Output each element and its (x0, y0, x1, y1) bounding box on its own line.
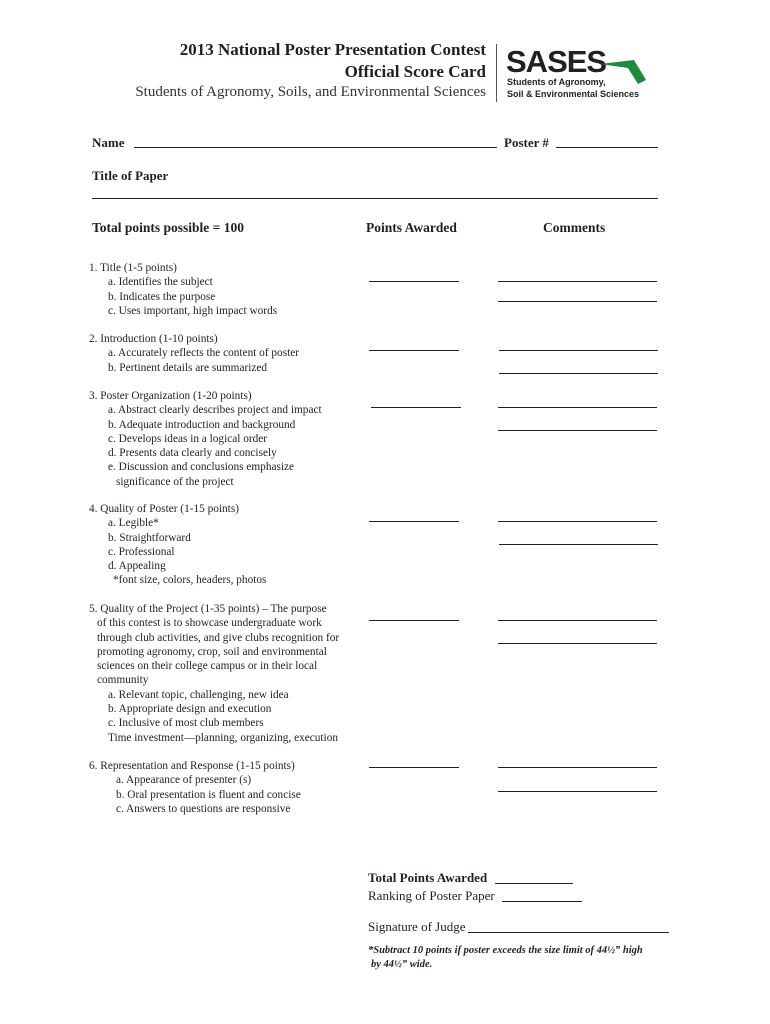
criterion-heading: 3. Poster Organization (1-20 points) (89, 390, 252, 402)
name-label: Name (92, 135, 125, 150)
criterion-item: c. Inclusive of most club members (108, 717, 264, 730)
signature-label: Signature of Judge (368, 919, 466, 934)
total-points-awarded-field[interactable] (495, 883, 573, 884)
introduction-points-field[interactable] (369, 350, 459, 351)
logo-subtext-1: Students of Agronomy, (507, 77, 606, 87)
size-limit-note-line-2: by 44½” wide. (371, 959, 433, 970)
organization-points-field[interactable] (371, 407, 461, 408)
poster-number-field[interactable] (556, 147, 658, 148)
criterion-description: community (97, 674, 149, 687)
criterion-item: d. Appealing (108, 560, 166, 573)
criterion-item: Time investment—planning, organizing, execution (108, 731, 338, 744)
criterion-description: through club activities, and give clubs recognition for (97, 631, 340, 644)
project-quality-points-field[interactable] (369, 620, 459, 621)
size-limit-note-line-1: *Subtract 10 points if poster exceeds the size limit of 44½” high (368, 945, 643, 956)
criterion-item: b. Straightforward (108, 531, 191, 544)
comments-heading: Comments (543, 220, 606, 235)
organization-comment-line-1[interactable] (498, 407, 657, 408)
criterion-introduction (89, 332, 359, 375)
logo-leaf-icon (598, 54, 648, 84)
project-quality-comment-line-1[interactable] (498, 620, 657, 621)
criterion-item: c. Develops ideas in a logical order (108, 432, 268, 445)
criterion-item: b. Oral presentation is fluent and concise (116, 788, 301, 801)
criterion-title (89, 261, 359, 318)
criterion-item: c. Uses important, high impact words (108, 304, 278, 317)
logo-wordmark: SASES (506, 44, 607, 79)
logo-subtext-2: Soil & Environmental Sciences (507, 89, 640, 99)
criterion-item: b. Indicates the purpose (108, 290, 216, 303)
introduction-comment-line-1[interactable] (499, 350, 658, 351)
criterion-item: b. Appropriate design and execution (108, 703, 272, 716)
total-points-possible: Total points possible = 100 (92, 220, 244, 235)
title-comment-line-2[interactable] (498, 301, 657, 302)
sases-logo (506, 44, 656, 104)
poster-number-label: Poster # (504, 135, 549, 150)
criterion-heading: 4. Quality of Poster (1-15 points) (89, 503, 239, 515)
criterion-item: c. Answers to questions are responsive (116, 802, 291, 815)
criterion-poster-organization (89, 389, 364, 489)
criterion-item: a. Relevant topic, challenging, new idea (108, 688, 289, 701)
ranking-label: Ranking of Poster Paper (368, 888, 495, 903)
size-limit-note (368, 944, 668, 972)
title-of-paper-label: Title of Paper (92, 168, 169, 183)
criterion-description: promoting agronomy, crop, soil and environmental (97, 645, 327, 658)
criterion-quality-of-poster (89, 502, 359, 588)
representation-comment-line-1[interactable] (498, 767, 657, 768)
criterion-item: a. Legible* (108, 517, 159, 530)
criterion-description: of this contest is to showcase undergraduate work (97, 617, 322, 630)
criterion-item: b. Adequate introduction and background (108, 418, 296, 431)
criterion-item: c. Professional (108, 545, 175, 558)
title-points-field[interactable] (369, 281, 459, 282)
criterion-item: b. Pertinent details are summarized (108, 361, 268, 374)
criterion-item: a. Abstract clearly describes project and impact (108, 404, 322, 417)
criterion-heading: 5. Quality of the Project (1-35 points) – The purpose (89, 603, 327, 615)
representation-comment-line-2[interactable] (498, 791, 657, 792)
criterion-footnote: *font size, colors, headers, photos (113, 574, 267, 587)
title-of-paper-field[interactable] (92, 198, 658, 199)
title-comment-line-1[interactable] (498, 281, 657, 282)
criterion-item: a. Identifies the subject (108, 276, 213, 289)
organization-name: Students of Agronomy, Soils, and Environmental Sciences (135, 84, 486, 100)
criterion-description: sciences on their college campus or in their local (97, 660, 318, 673)
project-quality-comment-line-2[interactable] (498, 643, 657, 644)
name-field[interactable] (134, 147, 497, 148)
organization-comment-line-2[interactable] (498, 430, 657, 431)
ranking-field[interactable] (502, 901, 582, 902)
criterion-heading: 6. Representation and Response (1-15 points) (89, 760, 295, 772)
total-points-awarded-label: Total Points Awarded (368, 870, 488, 885)
header-divider (496, 44, 497, 102)
criterion-item: a. Accurately reflects the content of poster (108, 347, 300, 360)
poster-quality-comment-line-1[interactable] (498, 521, 657, 522)
points-awarded-heading: Points Awarded (366, 220, 457, 235)
form-title: 2013 National Poster Presentation Contest (179, 40, 486, 59)
criterion-heading: 2. Introduction (1-10 points) (89, 333, 218, 345)
criterion-quality-of-project (89, 602, 364, 745)
introduction-comment-line-2[interactable] (499, 373, 658, 374)
poster-quality-points-field[interactable] (369, 521, 459, 522)
criterion-representation-response (89, 759, 359, 816)
criterion-item: significance of the project (116, 475, 234, 488)
form-subtitle-scorecard: Official Score Card (344, 62, 486, 81)
signature-field[interactable] (468, 932, 669, 933)
representation-points-field[interactable] (369, 767, 459, 768)
criterion-item: e. Discussion and conclusions emphasize (108, 461, 295, 474)
criterion-item: a. Appearance of presenter (s) (116, 774, 252, 787)
criterion-heading: 1. Title (1-5 points) (89, 262, 177, 274)
criterion-item: d. Presents data clearly and concisely (108, 447, 277, 460)
poster-quality-comment-line-2[interactable] (499, 544, 658, 545)
